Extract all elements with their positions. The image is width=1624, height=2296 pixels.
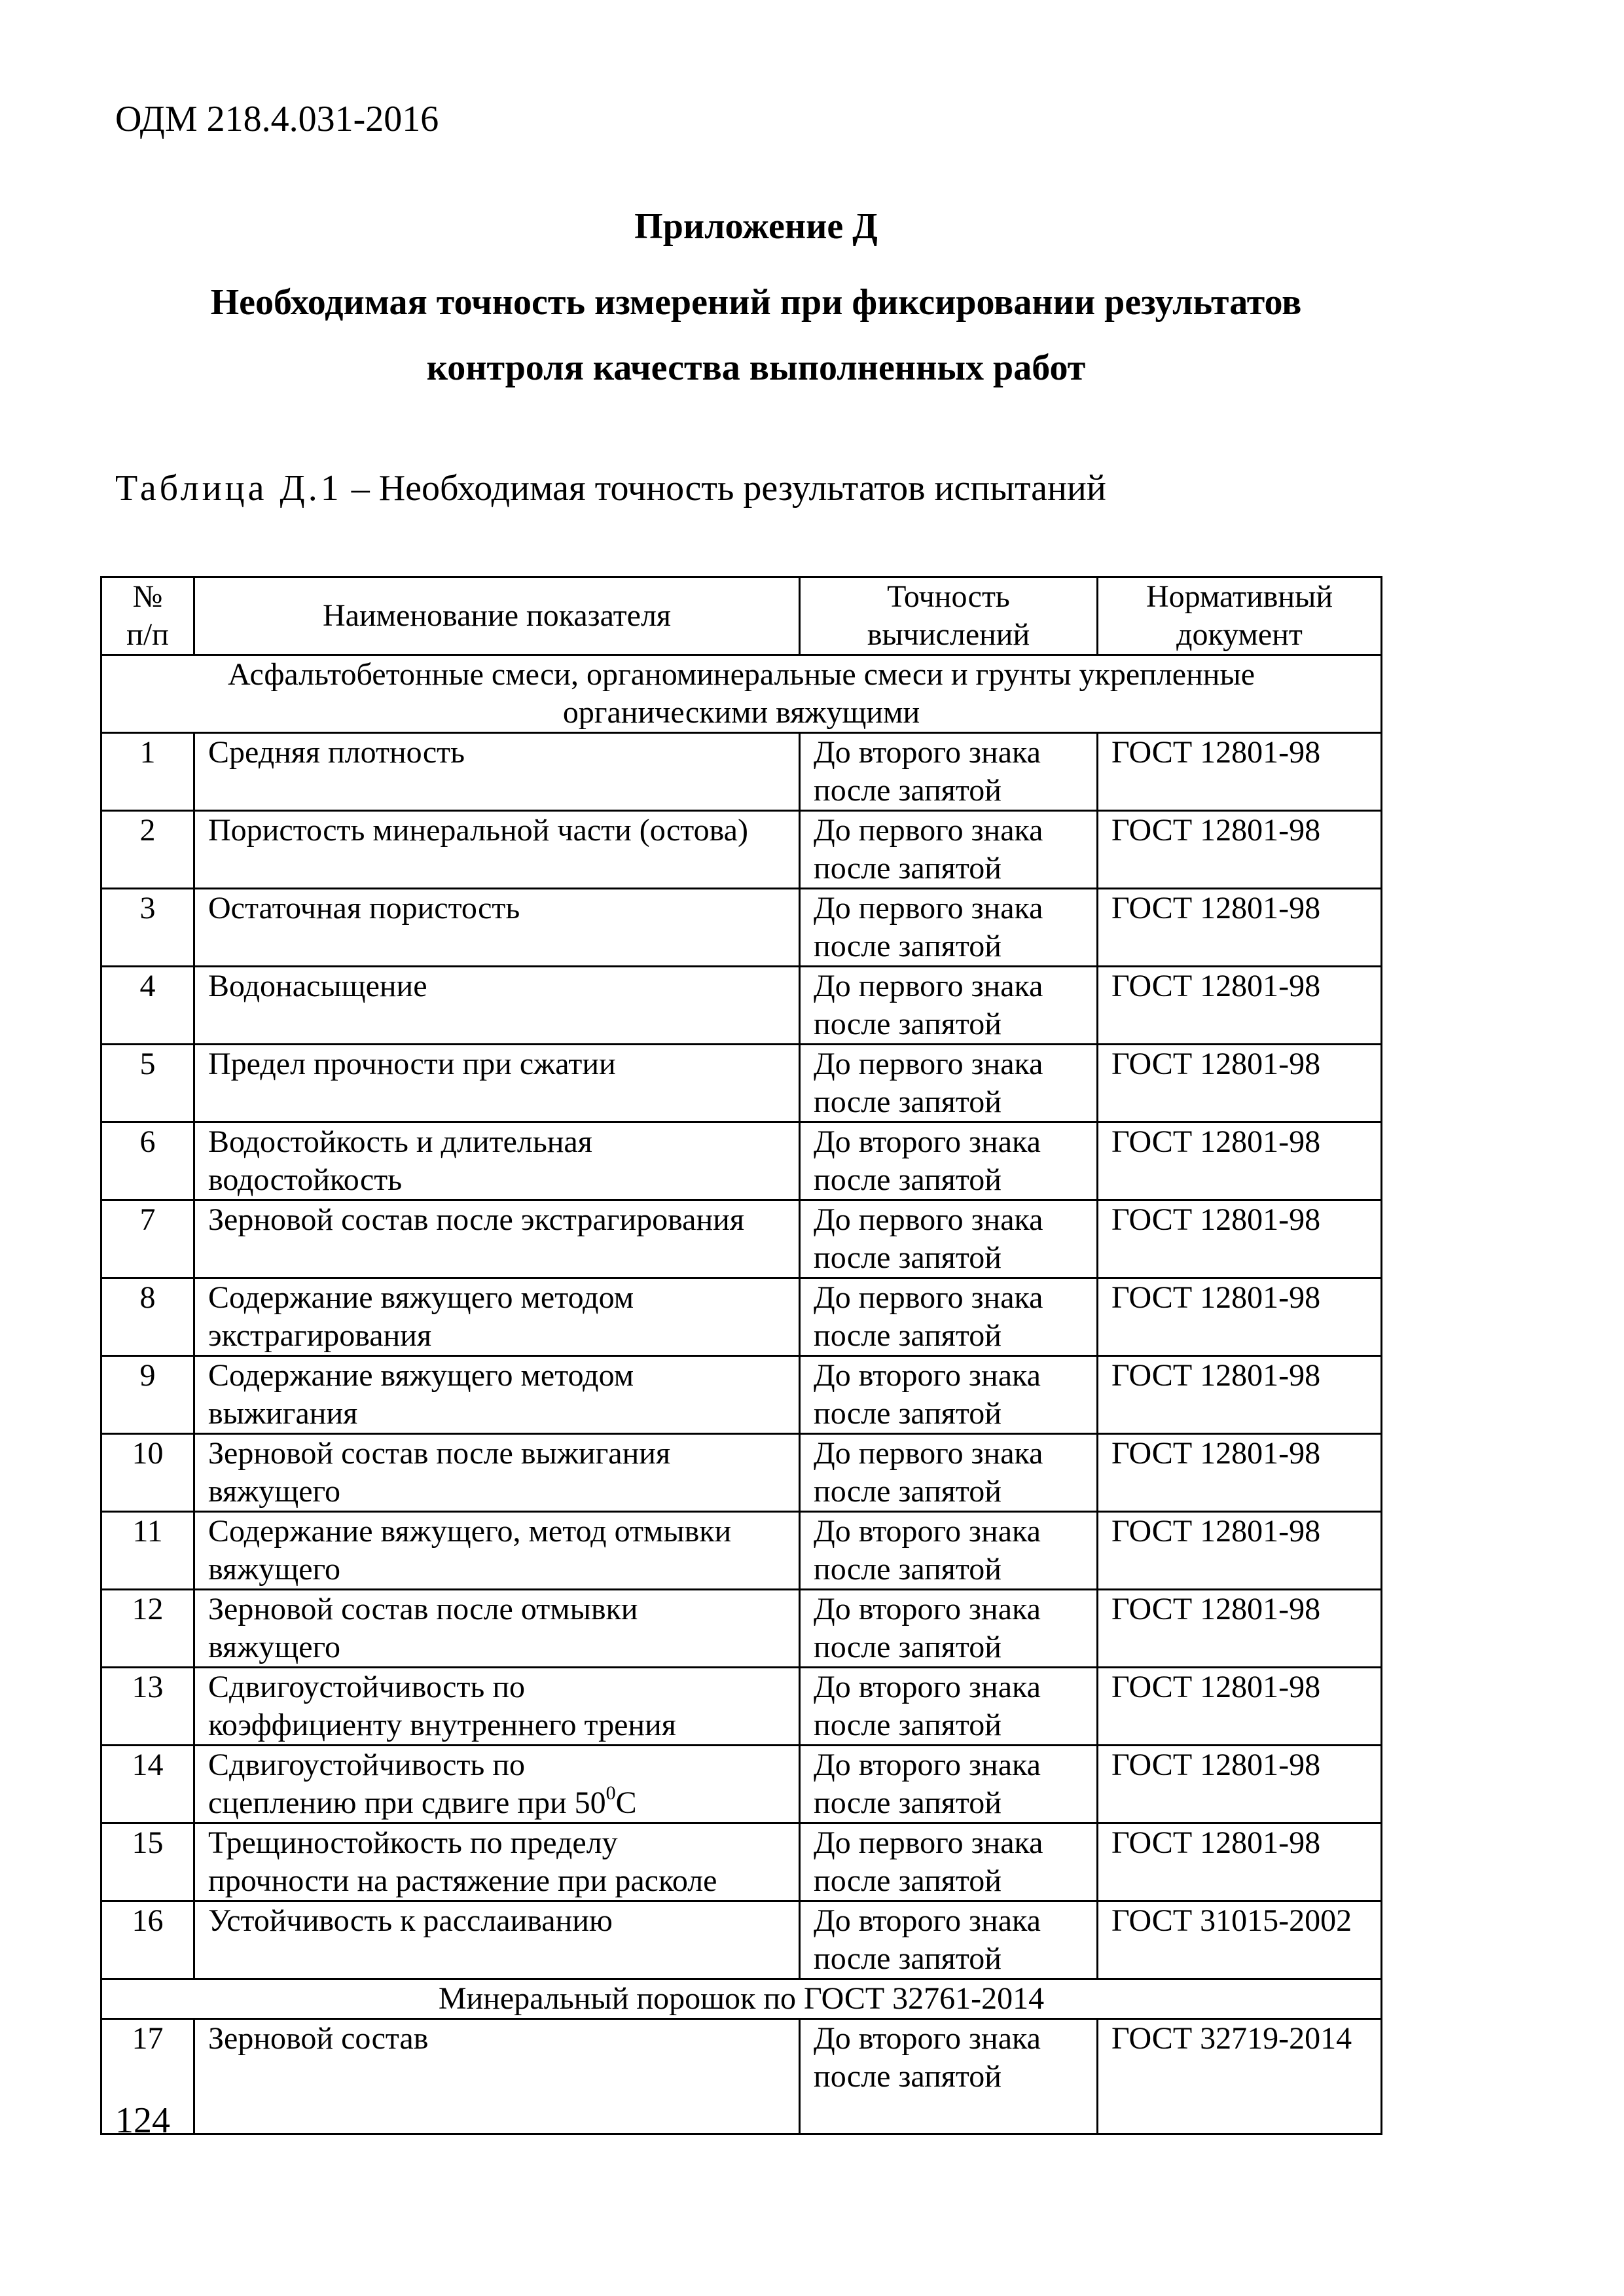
calculation-accuracy-line: после запятой — [814, 1785, 1001, 1820]
calculation-accuracy — [800, 1823, 1098, 1901]
table-row — [101, 1122, 1382, 1200]
calculation-accuracy-line: До второго знака — [814, 2021, 1041, 2056]
indicator-name-line: Содержание вяжущего методом — [208, 1358, 634, 1393]
column-header-standard-line-1: Нормативный — [1146, 579, 1333, 614]
indicator-name — [194, 1122, 800, 1200]
row-number-line: 14 — [132, 1748, 164, 1782]
indicator-name-line: прочности на растяжение при расколе — [208, 1863, 717, 1898]
normative-document-line: ГОСТ 12801-98 — [1111, 1825, 1321, 1860]
section-title-line-1: Асфальтобетонные смеси, органоминеральные смеси и грунты укрепленные — [227, 657, 1255, 692]
table-row — [101, 1746, 1382, 1823]
normative-document-line: ГОСТ 12801-98 — [1111, 1358, 1321, 1393]
column-header-accuracy-line-1: Точность — [887, 579, 1010, 614]
calculation-accuracy-line: после запятой — [814, 1007, 1001, 1041]
calculation-accuracy-line: До первого знака — [814, 813, 1043, 848]
calculation-accuracy-line: после запятой — [814, 929, 1001, 963]
calculation-accuracy — [800, 1668, 1098, 1746]
normative-document — [1098, 1356, 1382, 1434]
section-title-line-2: органическими вяжущими — [562, 695, 920, 730]
calculation-accuracy-line: после запятой — [814, 1863, 1001, 1898]
normative-document-line: ГОСТ 12801-98 — [1111, 1124, 1321, 1159]
indicator-name-line: Трещиностойкость по пределу — [208, 1825, 618, 1860]
normative-document — [1098, 811, 1382, 889]
normative-document-line: ГОСТ 12801-98 — [1111, 1436, 1321, 1471]
row-number — [101, 1356, 194, 1434]
calculation-accuracy — [800, 1122, 1098, 1200]
indicator-name — [194, 733, 800, 811]
indicator-name-line: Сдвигоустойчивость по — [208, 1670, 526, 1704]
calculation-accuracy-line: До второго знака — [814, 1592, 1041, 1626]
calculation-accuracy — [800, 1045, 1098, 1122]
row-number-line: 12 — [132, 1592, 164, 1626]
row-number-line: 17 — [132, 2021, 164, 2056]
table-row — [101, 733, 1382, 811]
row-number — [101, 1278, 194, 1356]
table-row — [101, 1901, 1382, 1979]
normative-document — [1098, 967, 1382, 1045]
indicator-name-line: водостойкость — [208, 1162, 403, 1197]
normative-document — [1098, 1045, 1382, 1122]
indicator-name-line: Зерновой состав после экстрагирования — [208, 1202, 744, 1237]
indicator-name-line: Зерновой состав после выжигания — [208, 1436, 671, 1471]
calculation-accuracy-line: До первого знака — [814, 969, 1043, 1003]
calculation-accuracy-line: после запятой — [814, 2059, 1001, 2094]
indicator-name — [194, 811, 800, 889]
table-header-row — [101, 577, 1382, 655]
normative-document — [1098, 1823, 1382, 1901]
indicator-name-line: Водонасыщение — [208, 969, 427, 1003]
calculation-accuracy-line: после запятой — [814, 1318, 1001, 1353]
indicator-name — [194, 1901, 800, 1979]
calculation-accuracy-line: До второго знака — [814, 1748, 1041, 1782]
table-row — [101, 2019, 1382, 2134]
normative-document-line: ГОСТ 12801-98 — [1111, 1670, 1321, 1704]
calculation-accuracy-line: До второго знака — [814, 1903, 1041, 1938]
indicator-name-line: Устойчивость к расслаиванию — [208, 1903, 613, 1938]
appendix-heading — [0, 270, 1512, 401]
normative-document-line: ГОСТ 31015-2002 — [1111, 1903, 1352, 1938]
table-row — [101, 811, 1382, 889]
indicator-name-line: Предел прочности при сжатии — [208, 1047, 616, 1081]
table-row — [101, 1590, 1382, 1668]
row-number — [101, 1434, 194, 1512]
normative-document — [1098, 1200, 1382, 1278]
normative-document-line: ГОСТ 12801-98 — [1111, 891, 1321, 925]
normative-document — [1098, 1122, 1382, 1200]
indicator-name-line — [208, 1784, 793, 1822]
normative-document-line: ГОСТ 12801-98 — [1111, 813, 1321, 848]
calculation-accuracy-line: после запятой — [814, 1630, 1001, 1664]
indicator-name — [194, 1668, 800, 1746]
indicator-name-line: Сдвигоустойчивость по — [208, 1748, 526, 1782]
indicator-name-line: экстрагирования — [208, 1318, 432, 1353]
indicator-name — [194, 1434, 800, 1512]
normative-document — [1098, 1590, 1382, 1668]
calculation-accuracy-line: До первого знака — [814, 1825, 1043, 1860]
calculation-accuracy-line: после запятой — [814, 1552, 1001, 1587]
calculation-accuracy-line: после запятой — [814, 1085, 1001, 1119]
calculation-accuracy-line: после запятой — [814, 773, 1001, 808]
accuracy-table — [100, 576, 1382, 2135]
indicator-name-line: выжигания — [208, 1396, 358, 1431]
section-row-mineral-powder — [101, 1979, 1382, 2019]
normative-document — [1098, 889, 1382, 967]
row-number — [101, 967, 194, 1045]
row-number — [101, 1045, 194, 1122]
row-number — [101, 733, 194, 811]
calculation-accuracy-line: после запятой — [814, 851, 1001, 886]
section-title-mineral-powder: Минеральный порошок по ГОСТ 32761-2014 — [101, 1979, 1382, 2019]
page-number: 124 — [115, 2100, 170, 2141]
row-number-line: 1 — [139, 735, 156, 770]
normative-document — [1098, 1746, 1382, 1823]
row-number-line: 3 — [139, 891, 156, 925]
calculation-accuracy-line: До второго знака — [814, 1670, 1041, 1704]
indicator-name-line: Зерновой состав после отмывки — [208, 1592, 638, 1626]
table-row — [101, 1045, 1382, 1122]
row-number-line: 4 — [139, 969, 156, 1003]
table-row — [101, 1512, 1382, 1590]
calculation-accuracy-line: после запятой — [814, 1941, 1001, 1976]
calculation-accuracy — [800, 733, 1098, 811]
degree-superscript: 0 — [605, 1782, 616, 1804]
heading-line-2: контроля качества выполненных работ — [426, 348, 1086, 388]
normative-document-line: ГОСТ 32719-2014 — [1111, 2021, 1352, 2056]
row-number-line: 13 — [132, 1670, 164, 1704]
column-header-standard — [1098, 577, 1382, 655]
calculation-accuracy-line: До второго знака — [814, 1514, 1041, 1549]
normative-document-line: ГОСТ 12801-98 — [1111, 1202, 1321, 1237]
calculation-accuracy-line: До второго знака — [814, 1358, 1041, 1393]
table-row — [101, 1668, 1382, 1746]
normative-document-line: ГОСТ 12801-98 — [1111, 1280, 1321, 1315]
row-number — [101, 1512, 194, 1590]
row-number — [101, 1823, 194, 1901]
row-number — [101, 889, 194, 967]
table-caption-label: Таблица Д.1 — [115, 468, 342, 509]
table-row — [101, 967, 1382, 1045]
calculation-accuracy-line: До первого знака — [814, 891, 1043, 925]
calculation-accuracy-line: после запятой — [814, 1240, 1001, 1275]
column-header-accuracy-line-2: вычислений — [867, 617, 1030, 652]
row-number-line: 16 — [132, 1903, 164, 1938]
calculation-accuracy-line: До первого знака — [814, 1047, 1043, 1081]
calculation-accuracy — [800, 811, 1098, 889]
table-caption — [115, 467, 1106, 509]
indicator-name-line: Остаточная пористость — [208, 891, 520, 925]
indicator-name-line: коэффициенту внутреннего трения — [208, 1708, 676, 1742]
normative-document-line: ГОСТ 12801-98 — [1111, 1748, 1321, 1782]
indicator-name — [194, 1823, 800, 1901]
document-code: ОДМ 218.4.031-2016 — [115, 99, 439, 139]
indicator-name — [194, 1746, 800, 1823]
row-number-line: 15 — [132, 1825, 164, 1860]
heading-line-1: Необходимая точность измерений при фиксировании результатов — [210, 282, 1302, 323]
normative-document-line: ГОСТ 12801-98 — [1111, 1592, 1321, 1626]
row-number-line: 5 — [139, 1047, 156, 1081]
indicator-name-line: Зерновой состав — [208, 2021, 429, 2056]
row-number-line: 2 — [139, 813, 156, 848]
row-number-line: 8 — [139, 1280, 156, 1315]
calculation-accuracy — [800, 1512, 1098, 1590]
calculation-accuracy — [800, 1200, 1098, 1278]
calculation-accuracy-line: До второго знака — [814, 1124, 1041, 1159]
column-header-number — [101, 577, 194, 655]
column-header-accuracy — [800, 577, 1098, 655]
calculation-accuracy-line: До второго знака — [814, 735, 1041, 770]
calculation-accuracy — [800, 1590, 1098, 1668]
normative-document — [1098, 1901, 1382, 1979]
row-number — [101, 1668, 194, 1746]
table-row — [101, 1200, 1382, 1278]
normative-document-line: ГОСТ 12801-98 — [1111, 735, 1321, 770]
calculation-accuracy-line: До первого знака — [814, 1280, 1043, 1315]
row-number — [101, 1200, 194, 1278]
table-row — [101, 1356, 1382, 1434]
row-number-line: 9 — [139, 1358, 156, 1393]
appendix-title: Приложение Д — [634, 206, 878, 247]
table-caption-text: – Необходимая точность результатов испытаний — [342, 468, 1106, 509]
indicator-name — [194, 1512, 800, 1590]
calculation-accuracy — [800, 1356, 1098, 1434]
calculation-accuracy-line: после запятой — [814, 1474, 1001, 1509]
normative-document — [1098, 1278, 1382, 1356]
column-header-number-line-1: № — [132, 579, 163, 614]
section-title-asphalt — [101, 655, 1382, 733]
column-header-name: Наименование показателя — [194, 577, 800, 655]
indicator-name — [194, 1590, 800, 1668]
indicator-name-line: Пористость минеральной части (остова) — [208, 813, 748, 848]
row-number — [101, 1746, 194, 1823]
calculation-accuracy-line: До первого знака — [814, 1436, 1043, 1471]
indicator-name-line: вяжущего — [208, 1474, 341, 1509]
row-number-line: 10 — [132, 1436, 164, 1471]
normative-document-line: ГОСТ 12801-98 — [1111, 1514, 1321, 1549]
normative-document — [1098, 1668, 1382, 1746]
temperature-unit: С — [615, 1785, 637, 1820]
calculation-accuracy — [800, 967, 1098, 1045]
indicator-name — [194, 1356, 800, 1434]
normative-document — [1098, 733, 1382, 811]
row-number — [101, 1901, 194, 1979]
calculation-accuracy-line: после запятой — [814, 1396, 1001, 1431]
table-row — [101, 1434, 1382, 1512]
normative-document — [1098, 2019, 1382, 2134]
table-row — [101, 1278, 1382, 1356]
indicator-name-line: Водостойкость и длительная — [208, 1124, 592, 1159]
row-number-line: 6 — [139, 1124, 156, 1159]
indicator-name — [194, 2019, 800, 2134]
normative-document-line: ГОСТ 12801-98 — [1111, 969, 1321, 1003]
indicator-name — [194, 1045, 800, 1122]
normative-document-line: ГОСТ 12801-98 — [1111, 1047, 1321, 1081]
column-header-number-line-2: п/п — [126, 617, 169, 652]
indicator-name — [194, 889, 800, 967]
calculation-accuracy — [800, 889, 1098, 967]
table-row — [101, 889, 1382, 967]
row-number-line: 7 — [139, 1202, 156, 1237]
table-row — [101, 1823, 1382, 1901]
indicator-name-line: Средняя плотность — [208, 735, 465, 770]
row-number — [101, 1590, 194, 1668]
calculation-accuracy — [800, 1434, 1098, 1512]
indicator-name-line: вяжущего — [208, 1552, 341, 1587]
section-row-asphalt — [101, 655, 1382, 733]
calculation-accuracy — [800, 1278, 1098, 1356]
indicator-name-line: Содержание вяжущего методом — [208, 1280, 634, 1315]
row-number — [101, 1122, 194, 1200]
calculation-accuracy-line: До первого знака — [814, 1202, 1043, 1237]
calculation-accuracy-line: после запятой — [814, 1708, 1001, 1742]
normative-document — [1098, 1434, 1382, 1512]
indicator-name-line: Содержание вяжущего, метод отмывки — [208, 1514, 732, 1549]
indicator-name-line: вяжущего — [208, 1630, 341, 1664]
indicator-name — [194, 1200, 800, 1278]
calculation-accuracy — [800, 2019, 1098, 2134]
calculation-accuracy — [800, 1901, 1098, 1979]
row-number — [101, 811, 194, 889]
indicator-name — [194, 967, 800, 1045]
normative-document — [1098, 1512, 1382, 1590]
column-header-standard-line-2: документ — [1176, 617, 1303, 652]
indicator-name-text: сцеплению при сдвиге при 50 — [208, 1785, 606, 1820]
calculation-accuracy — [800, 1746, 1098, 1823]
indicator-name — [194, 1278, 800, 1356]
calculation-accuracy-line: после запятой — [814, 1162, 1001, 1197]
row-number-line: 11 — [132, 1514, 163, 1549]
